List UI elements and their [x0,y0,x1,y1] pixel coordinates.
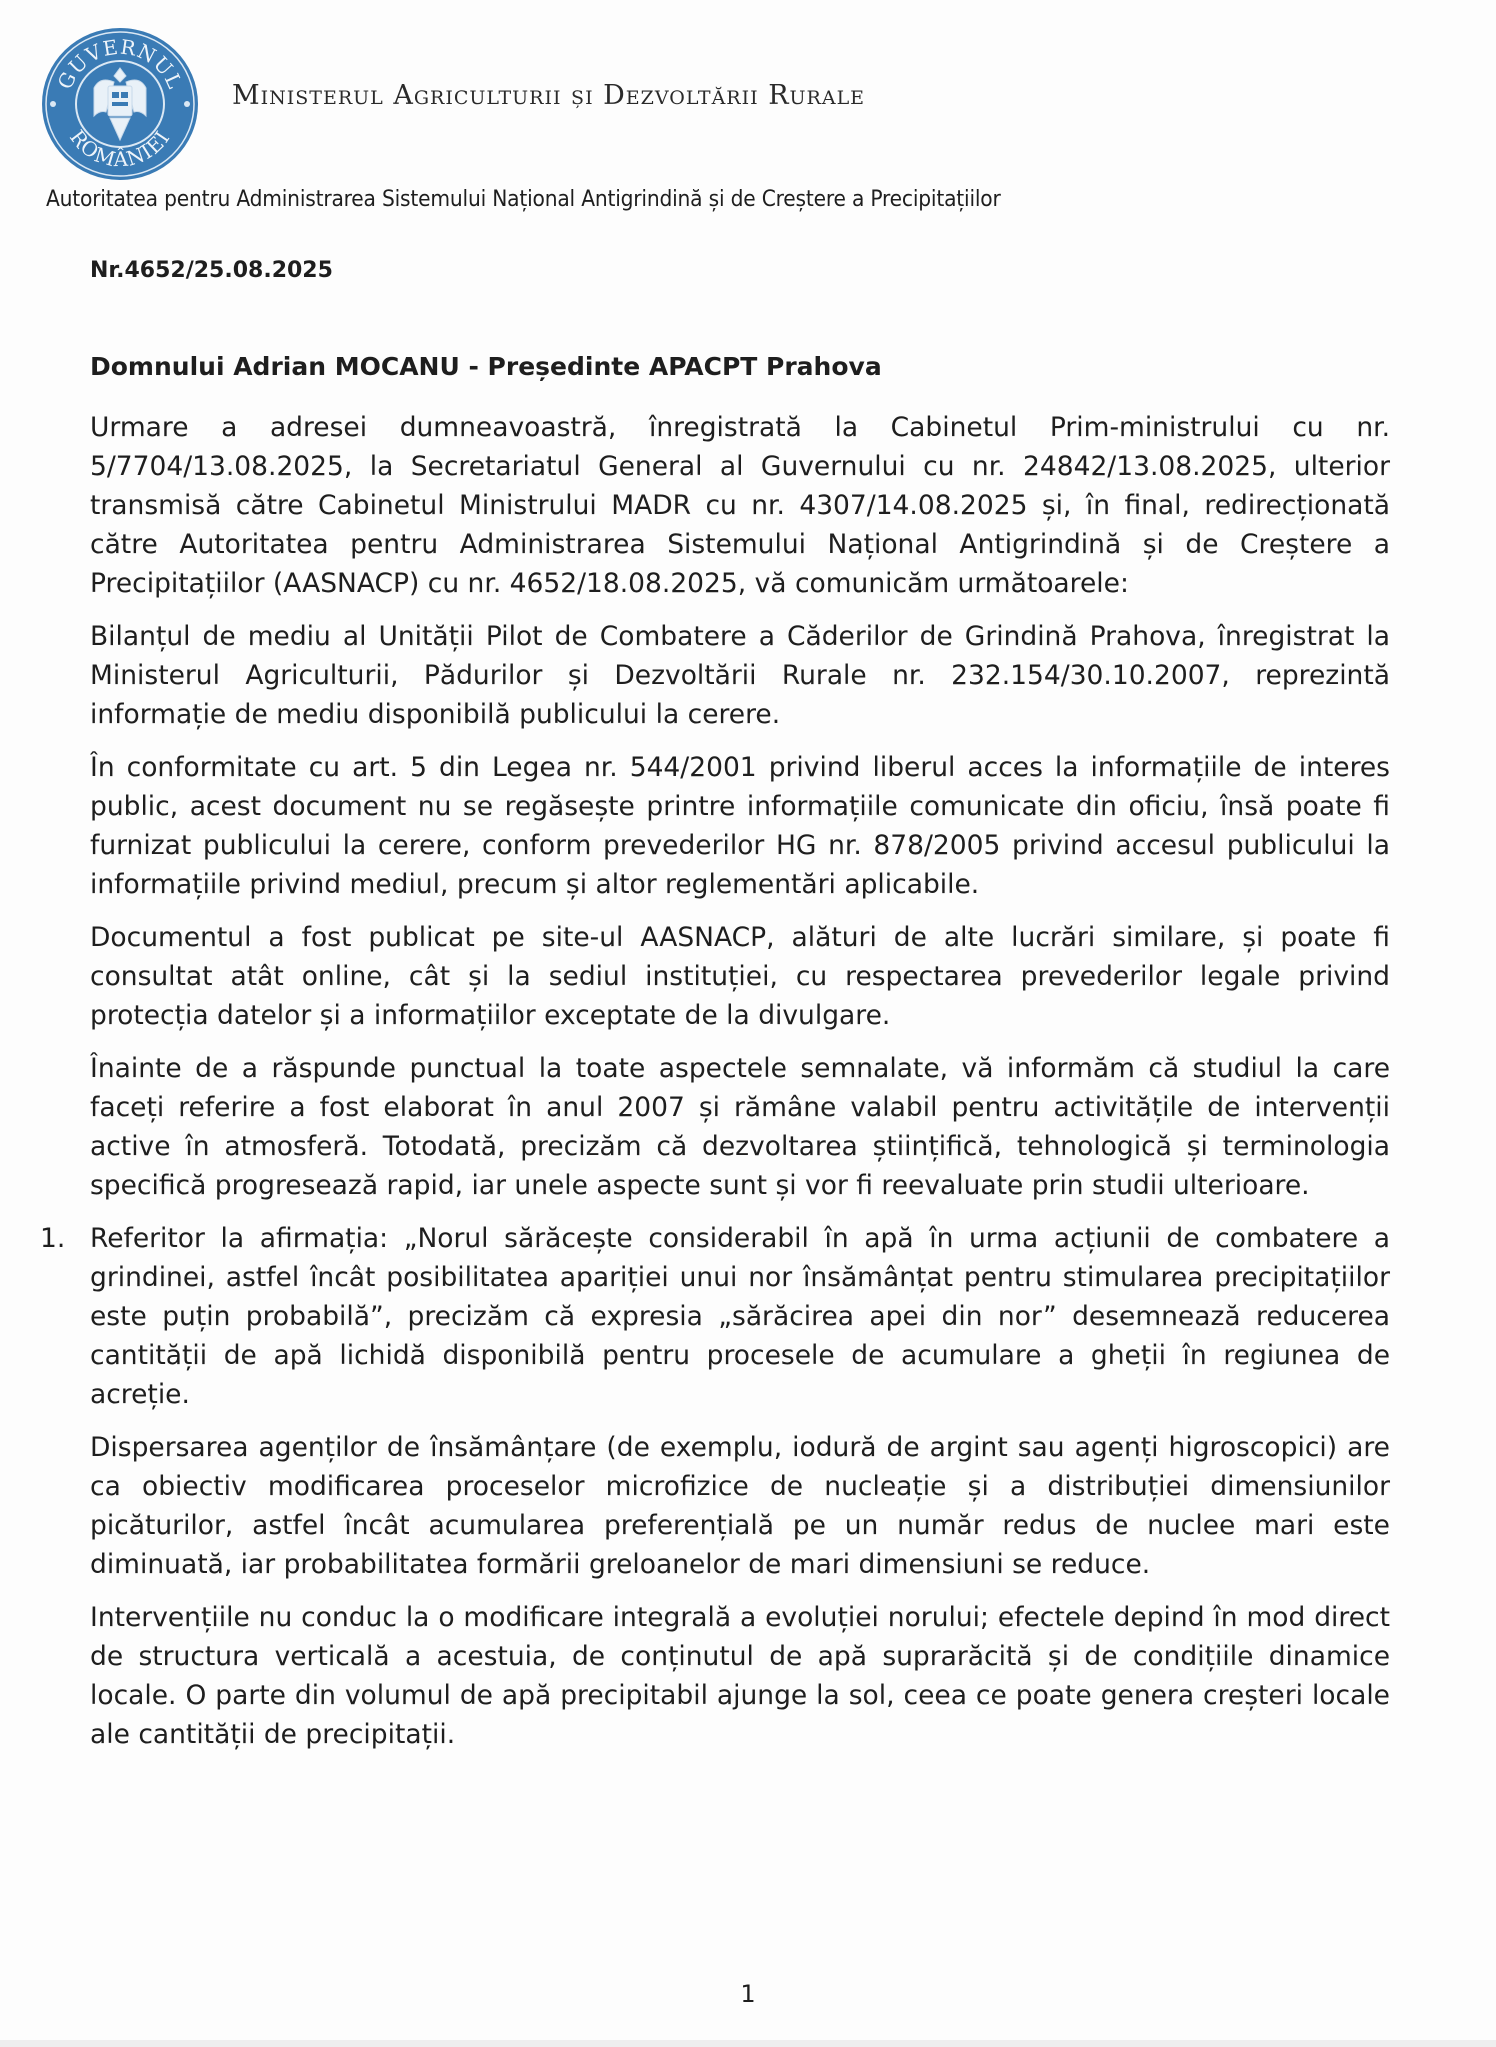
government-seal-logo [40,26,200,182]
item-number: 1. [40,1223,66,1254]
page-number: 1 [740,1980,756,2008]
paragraph-intro: Urmare a adresei dumneavoastră, înregistrată la Cabinetul Prim-ministrului cu nr. 5/7704/13.08.2025, la Secretariatul General al Guvernului cu nr. 24842/13.08.2025, ulterior transmisă către Cabinetul Ministrului MADR cu nr. 4307/14.08.2025 și, în final, redirecționată către Autoritatea pentru Administrarea Sistemului Național Antigrindină și de Creștere a Precipitațiilor (AASNACP) cu nr. 4652/18.08.2025, vă comunicăm următoarele: [90,412,1390,599]
numbered-item-1 [40,1219,1390,1414]
ministry-name: Ministerul Agriculturii și Dezvoltării Rurale [232,80,866,111]
seal-text-top: GUVERNUL [52,34,188,93]
registration-number: Nr.4652/25.08.2025 [90,258,333,283]
paragraph-interventions: Intervențiile nu conduc la o modificare integrală a evoluției norului; efectele depind în mod direct de structura verticală a acestuia, de conținutul de apă suprarăcită și de condițiile dinamice locale. O parte din volumul de apă precipitabil ajunge la sol, ceea ce poate genera creșteri locale ale cantității de precipitații. [90,1602,1390,1750]
paragraph-publication: Documentul a fost publicat pe site-ul AASNACP, alături de alte lucrări similare, și poate fi consultat atât online, cât și la sediul instituției, cu respectarea prevederilor legale privind protecția datelor și a informațiilor exceptate de la divulgare. [90,922,1390,1031]
numbered-item-text: Referitor la afirmația: „Norul sărăcește considerabil în apă în urma acțiunii de combatere a grindinei, astfel încât posibilitatea apariției unui nor însămânțat pentru stimularea precipitațiilor este puțin probabilă”, precizăm că expresia „sărăcirea apei din nor” desemnează reducerea cantității de apă lichidă disponibilă pentru procesele de acumulare a gheții în regiunea de acreție. [90,1223,1390,1410]
page-bottom-edge [0,2040,1496,2047]
paragraph-seeding-agents: Dispersarea agenților de însămânțare (de exemplu, iodură de argint sau agenți higroscopici) are ca obiectiv modificarea proceselor microfizice de nucleație și a distribuției dimensiunilor picăturilor, astfel încât acumularea preferențială pe un număr redus de nuclee mari este diminuată, iar probabilitatea formării greloanelor de mari dimensiuni se reduce. [90,1432,1390,1580]
paragraph-legal-basis: În conformitate cu art. 5 din Legea nr. 544/2001 privind liberul acces la informațiile de interes public, acest document nu se regăsește printre informațiile comunicate din oficiu, însă poate fi furnizat publicului la cerere, conform prevederilor HG nr. 878/2005 privind accesul publicului la informațiile privind mediul, precum și altor reglementări aplicabile. [90,752,1390,900]
paragraph-environmental-balance: Bilanțul de mediu al Unității Pilot de Combatere a Căderilor de Grindină Prahova, înregistrat la Ministerul Agriculturii, Pădurilor și Dezvoltării Rurale nr. 232.154/30.10.2007, reprezintă informație de mediu disponibilă publicului la cerere. [90,621,1390,730]
addressee-line: Domnului Adrian MOCANU - Președinte APACPT Prahova [90,352,882,381]
seal-text-bottom: ROMÂNIEI [65,125,175,172]
authority-name: Autoritatea pentru Administrarea Sistemului Național Antigrindină și de Creștere a Precipitațiilor [46,186,1001,212]
paragraph-study-validity: Înainte de a răspunde punctual la toate aspectele semnalate, vă informăm că studiul la care faceți referire a fost elaborat în anul 2007 și rămâne valabil pentru activitățile de intervenții active în atmosferă. Totodată, precizăm că dezvoltarea științifică, tehnologică și terminologia specifică progresează rapid, iar unele aspecte sunt și vor fi reevaluate prin studii ulterioare. [90,1053,1390,1201]
letter-body [40,408,1390,1768]
